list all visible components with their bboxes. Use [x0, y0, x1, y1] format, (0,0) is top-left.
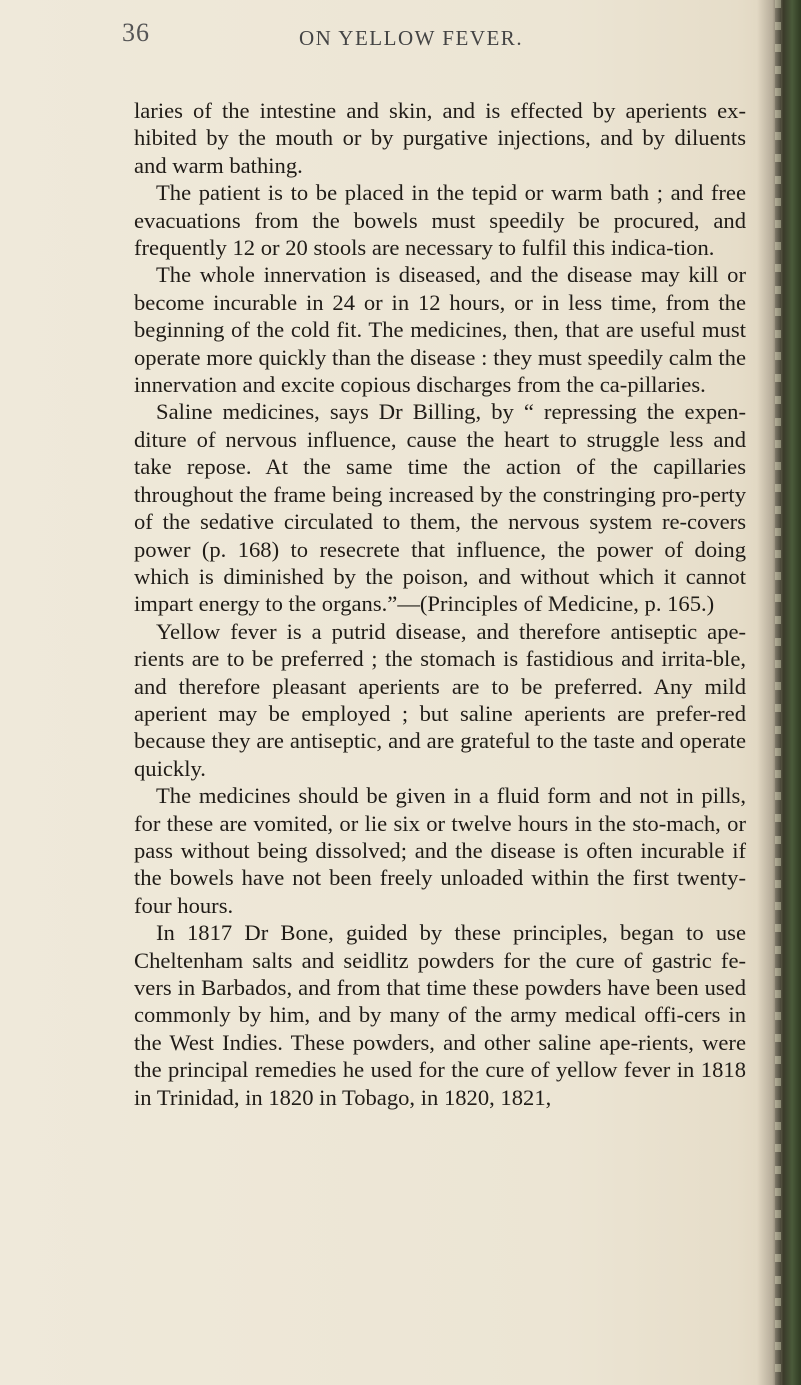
paragraph-4: Saline medicines, says Dr Billing, by “ repressing the expen-diture of nervous influence, cause the heart to struggle less and take repose. At the same time the action of the capillaries throughout the frame being increased by the constringing pro-perty of the sedative circulated to them, the nervous system re-covers power (p. 168) to resecrete that influence, the power of doing which is diminished by the poison, and without which it cannot impart energy to the organs.”—(Principles of Medicine, p. 165.) [134, 399, 746, 617]
paragraph-3: The whole innervation is diseased, and the disease may kill or become incurable in 24 or in 12 hours, or in less time, from the beginning of the cold fit. The medicines, then, that are useful must operate more quickly than the disease : they must speedily calm the innervation and excite copious discharges from the ca-pillaries. [134, 262, 746, 398]
body-text [134, 97, 746, 1111]
paragraph-7: In 1817 Dr Bone, guided by these principles, began to use Cheltenham salts and seidlitz powders for the cure of gastric fe-vers in Barbados, and from that time these powders have been used commonly by him, and by many of the army medical offi-cers in the West Indies. These powders, and other saline ape-rients, were the principal remedies he used for the cure of yellow fever in 1818 in Trinidad, in 1820 in Tobago, in 1820, 1821, [134, 920, 746, 1110]
page-header [0, 14, 760, 58]
paragraph-2: The patient is to be placed in the tepid or warm bath ; and free evacuations from the bowels must speedily be procured, and frequently 12 or 20 stools are necessary to fulfil this indica-tion. [134, 180, 746, 261]
paragraph-6: The medicines should be given in a fluid form and not in pills, for these are vomited, or lie six or twelve hours in the sto-mach, or pass without being dissolved; and the disease is often incurable if the bowels have not been freely unloaded within the first twenty-four hours. [134, 783, 746, 918]
paragraph-1: laries of the intestine and skin, and is effected by aperients ex-hibited by the mouth or by purgative injections, and by diluents and warm bathing. [134, 98, 746, 178]
paragraph-5: Yellow fever is a putrid disease, and therefore antiseptic ape-rients are to be preferred ; the stomach is fastidious and irrita-ble, and therefore pleasant aperients are to be preferred. Any mild aperient may be employed ; but saline aperients are prefer-red because they are antiseptic, and are grateful to the taste and operate quickly. [134, 618, 746, 781]
running-title: ON YELLOW FEVER. [299, 26, 524, 50]
page-number: 36 [122, 18, 150, 47]
book-binding-edge [757, 0, 801, 1385]
